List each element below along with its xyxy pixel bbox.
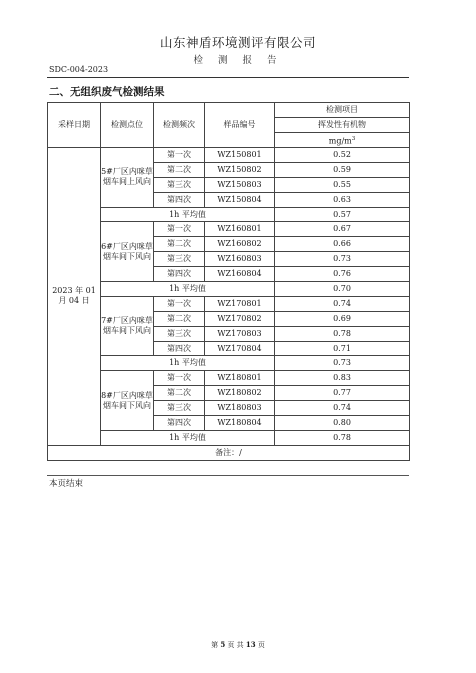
value-cell: 0.69 [275, 311, 410, 326]
average-row [48, 430, 410, 445]
table-row [48, 148, 410, 163]
sample-code-cell: WZ170804 [205, 341, 275, 356]
sampling-point: 8#厂区内咪草烟车间下风向 [101, 371, 154, 431]
sample-code-cell: WZ170802 [205, 311, 275, 326]
value-cell: 0.74 [275, 296, 410, 311]
header-frequency: 检测频次 [154, 103, 205, 148]
header-item-group: 检测项目 [275, 103, 410, 118]
frequency-cell: 第四次 [154, 416, 205, 431]
value-cell: 0.78 [275, 326, 410, 341]
sampling-date: 2023 年 01 月 04 日 [48, 148, 101, 446]
footer-divider [47, 475, 409, 476]
average-label: 1h 平均值 [101, 207, 275, 222]
frequency-cell: 第一次 [154, 296, 205, 311]
average-value: 0.78 [275, 430, 410, 445]
page-suffix: 页 [257, 641, 265, 649]
frequency-cell: 第三次 [154, 326, 205, 341]
table-row [48, 296, 410, 311]
frequency-cell: 第一次 [154, 148, 205, 163]
average-value: 0.70 [275, 282, 410, 297]
table-row [48, 222, 410, 237]
header-date: 采样日期 [48, 103, 101, 148]
sample-code-cell: WZ180801 [205, 371, 275, 386]
sample-code-cell: WZ180803 [205, 401, 275, 416]
average-row [48, 282, 410, 297]
frequency-cell: 第三次 [154, 401, 205, 416]
average-label: 1h 平均值 [101, 430, 275, 445]
sample-code-cell: WZ160803 [205, 252, 275, 267]
sampling-point: 7#厂区内咪草烟车间下风向 [101, 296, 154, 356]
value-cell: 0.67 [275, 222, 410, 237]
average-value: 0.73 [275, 356, 410, 371]
value-cell: 0.66 [275, 237, 410, 252]
average-value: 0.57 [275, 207, 410, 222]
value-cell: 0.55 [275, 177, 410, 192]
page-number [0, 640, 476, 650]
page-prefix: 第 [211, 641, 219, 649]
sample-code-cell: WZ160801 [205, 222, 275, 237]
frequency-cell: 第四次 [154, 267, 205, 282]
value-cell: 0.77 [275, 386, 410, 401]
frequency-cell: 第二次 [154, 311, 205, 326]
page-mid: 页 共 [227, 641, 244, 649]
sample-code-cell: WZ170803 [205, 326, 275, 341]
header-point: 检测点位 [101, 103, 154, 148]
sample-code-cell: WZ150802 [205, 162, 275, 177]
average-row [48, 356, 410, 371]
frequency-cell: 第一次 [154, 371, 205, 386]
header-unit [275, 133, 410, 148]
value-cell: 0.73 [275, 252, 410, 267]
value-cell: 0.74 [275, 401, 410, 416]
sampling-point: 5#厂区内咪草烟车间上风向 [101, 148, 154, 208]
average-label: 1h 平均值 [101, 356, 275, 371]
unit-prefix: mg/m [328, 136, 352, 146]
frequency-cell: 第三次 [154, 177, 205, 192]
sample-code-cell: WZ150801 [205, 148, 275, 163]
sample-code-cell: WZ170801 [205, 296, 275, 311]
sampling-point: 6#厂区内咪草烟车间下风向 [101, 222, 154, 282]
page-end-note: 本页结束 [49, 479, 84, 489]
value-cell: 0.59 [275, 162, 410, 177]
value-cell: 0.63 [275, 192, 410, 207]
sample-code-cell: WZ180802 [205, 386, 275, 401]
section-title: 二、无组织废气检测结果 [49, 86, 165, 98]
header-sample-code: 样品编号 [205, 103, 275, 148]
company-name: 山东神盾环境测评有限公司 [159, 35, 316, 50]
report-type: 检 测 报 告 [193, 55, 283, 66]
value-cell: 0.52 [275, 148, 410, 163]
table-row [48, 371, 410, 386]
frequency-cell: 第一次 [154, 222, 205, 237]
sample-code-cell: WZ150804 [205, 192, 275, 207]
frequency-cell: 第四次 [154, 341, 205, 356]
average-label: 1h 平均值 [101, 282, 275, 297]
frequency-cell: 第四次 [154, 192, 205, 207]
sample-code-cell: WZ160802 [205, 237, 275, 252]
sample-code-cell: WZ160804 [205, 267, 275, 282]
frequency-cell: 第二次 [154, 162, 205, 177]
value-cell: 0.76 [275, 267, 410, 282]
average-row [48, 207, 410, 222]
value-cell: 0.80 [275, 416, 410, 431]
sample-code-cell: WZ150803 [205, 177, 275, 192]
unit-exponent: 3 [351, 135, 356, 142]
header-divider [47, 77, 409, 78]
frequency-cell: 第三次 [154, 252, 205, 267]
remark: 备注：/ [48, 445, 410, 460]
value-cell: 0.83 [275, 371, 410, 386]
document-number: SDC-004-2023 [49, 65, 109, 74]
results-table [47, 102, 410, 461]
header-item-name: 挥发性有机物 [275, 118, 410, 133]
value-cell: 0.71 [275, 341, 410, 356]
page-current: 5 [220, 640, 226, 649]
page-total: 13 [245, 640, 256, 649]
frequency-cell: 第二次 [154, 386, 205, 401]
frequency-cell: 第二次 [154, 237, 205, 252]
sample-code-cell: WZ180804 [205, 416, 275, 431]
